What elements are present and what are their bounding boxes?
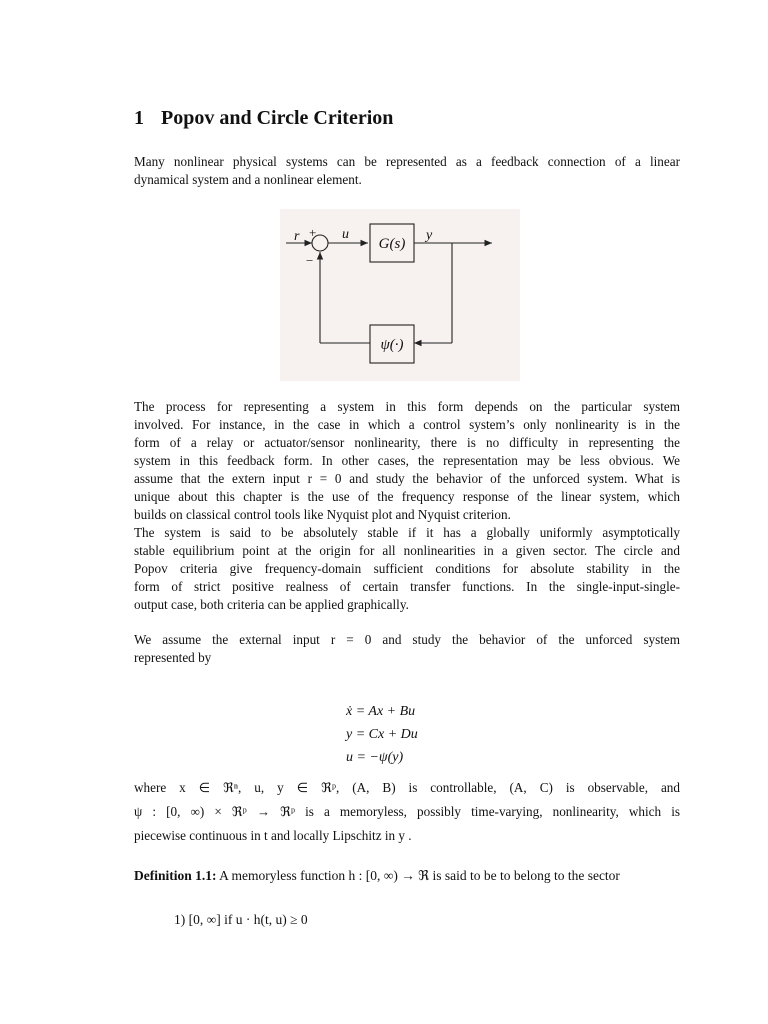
text-line: involved. For instance, in the case in which a control system’s only nonlinearity is in the [134,417,680,432]
text-line: form of a relay or actuator/sensor nonlinearity, there is no difficulty in representing the [134,435,680,450]
text-line: assume that the extern input r = 0 and study the behavior of the unforced system. What is [134,471,680,486]
definition-label: Definition 1.1: [134,868,217,883]
section-title: Popov and Circle Criterion [161,107,394,129]
equation-output: y = Cx + Du [346,727,418,742]
definition-text: A memoryless function h : [0, ∞) → ℜ is said to be to belong to the sector [216,868,620,883]
text-line: system in this feedback form. In other cases, the representation may be less obvious. We [134,453,680,468]
text-line: The system is said to be absolutely stable if it has a globally uniformly asymptotically [134,525,680,540]
plant-label: G(s) [378,236,406,252]
text-line: builds on classical control tools like Nyquist plot and Nyquist criterion. [134,507,511,522]
text-line: The process for representing a system in this form depends on the particular system [134,399,680,414]
equation-feedback: u = −ψ(y) [346,750,404,765]
minus-sign: − [306,253,314,268]
block-diagram-svg [280,209,520,381]
paragraph-where [134,776,680,848]
y-label: y [426,228,433,243]
text-line: dynamical system and a nonlinear element. [134,172,362,187]
nonlinearity-label: ψ(·) [380,337,404,353]
section-number: 1 [134,107,144,129]
paragraph-assumption [134,631,680,667]
plus-sign: + [309,225,317,240]
text-line: Popov criteria give frequency-domain sufficient conditions for absolute stability in the [134,561,680,576]
text-line: ψ : [0, ∞) × ℜᵖ → ℜᵖ is a memoryless, possibly time-varying, nonlinearity, which is [134,804,680,819]
text-line: output case, both criteria can be applied graphically. [134,597,409,612]
u-label: u [342,227,349,242]
text-line: Many nonlinear physical systems can be represented as a feedback connection of a linear [134,154,680,169]
section-heading [134,107,393,130]
feedback-block-diagram [280,209,520,381]
paragraph-absolute-stability [134,524,680,614]
text-line: We assume the external input r = 0 and study the behavior of the unforced system [134,632,680,647]
r-label: r [294,229,300,244]
text-line: stable equilibrium point at the origin for all nonlinearities in a given sector. The circle and [134,543,680,558]
paragraph-process [134,398,680,524]
equation-state: ẋ = Ax + Bu [346,704,416,719]
text-line: where x ∈ ℜⁿ, u, y ∈ ℜᵖ, (A, B) is controllable, (A, C) is observable, and [134,780,680,795]
text-line: represented by [134,650,212,665]
intro-paragraph [134,153,680,189]
sector-condition-item: 1) [0, ∞] if u · h(t, u) ≥ 0 [174,912,308,927]
text-line: piecewise continuous in t and locally Lipschitz in y . [134,828,412,843]
text-line: form of strict positive realness of certain transfer functions. In the single-input-single- [134,579,680,594]
definition [134,868,620,884]
text-line: unique about this chapter is the use of the frequency response of the linear system, which [134,489,680,504]
